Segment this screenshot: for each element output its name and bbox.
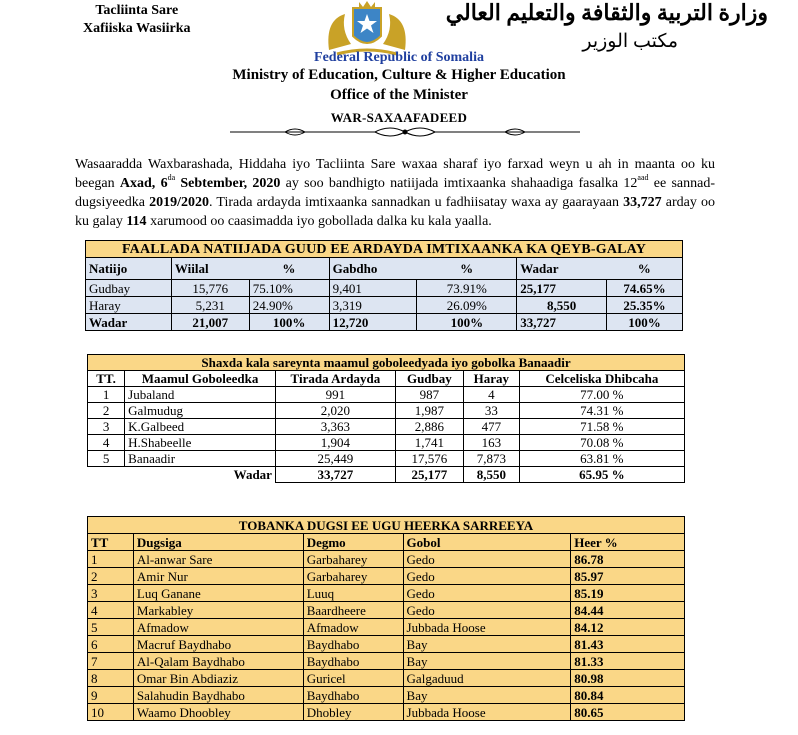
table2-cell: Banaadir xyxy=(125,451,276,467)
table3-cell: Garbaharey xyxy=(303,551,403,568)
table2-cell: 74.31 % xyxy=(519,403,684,419)
table1-cell: 100% xyxy=(249,314,329,331)
table2-cell: 163 xyxy=(463,435,519,451)
office-title: Office of the Minister xyxy=(330,87,468,103)
table2-cell: 7,873 xyxy=(463,451,519,467)
table1-header: % xyxy=(249,258,329,280)
table-row xyxy=(88,687,685,704)
table2-cell: 33,727 xyxy=(275,467,395,483)
table3-title: TOBANKA DUGSI EE UGU HEERKA SARREEYA xyxy=(88,517,685,534)
table3-cell: 80.84 xyxy=(571,687,685,704)
para-text-3: ee sannad-dugsiyeedka xyxy=(75,176,716,210)
table3-cell: 85.97 xyxy=(571,568,685,585)
intro-paragraph xyxy=(75,155,715,231)
table1-cell: 5,231 xyxy=(171,297,249,314)
table2-header: TT. xyxy=(88,371,125,387)
table3-cell: Gedo xyxy=(403,568,571,585)
table-row xyxy=(86,297,683,314)
table3-cell: Galgaduud xyxy=(403,670,571,687)
table3-cell: 5 xyxy=(88,619,134,636)
table1-cell: 12,720 xyxy=(329,314,417,331)
table2-cell: K.Galbeed xyxy=(125,419,276,435)
table-row xyxy=(88,636,685,653)
table-row xyxy=(88,653,685,670)
table3-cell: 2 xyxy=(88,568,134,585)
table1-header: Wadar xyxy=(517,258,607,280)
table2-cell: 5 xyxy=(88,451,125,467)
table1-cell: 74.65% xyxy=(607,280,683,297)
table3-header: Degmo xyxy=(303,534,403,551)
table3-cell: Waamo Dhoobley xyxy=(133,704,303,721)
header-arabic-office: مكتب الوزير xyxy=(582,31,678,52)
para-date-rest: Sebtember, 2020 xyxy=(175,176,281,191)
table2-cell: 2 xyxy=(88,403,125,419)
table3-cell: 81.33 xyxy=(571,653,685,670)
header-left-line2: Xafiiska Wasiirka xyxy=(83,21,191,36)
table3-cell: Baardheere xyxy=(303,602,403,619)
table3-cell: 4 xyxy=(88,602,134,619)
table1-cell: 8,550 xyxy=(517,297,607,314)
table2-cell: 4 xyxy=(88,435,125,451)
ornament-divider-icon xyxy=(225,124,585,140)
para-year: 2019/2020 xyxy=(149,195,210,210)
table2-cell: 1,741 xyxy=(395,435,463,451)
table2-cell: 63.81 % xyxy=(519,451,684,467)
table3-cell: Al-anwar Sare xyxy=(133,551,303,568)
para-text-2: ay soo bandhigto natiijada imtixaanka shahaadiga fasalka 12 xyxy=(280,176,638,191)
table2-header: Celceliska Dhibcaha xyxy=(519,371,684,387)
table1-header: Gabdho xyxy=(329,258,417,280)
para-date: Axad, 6 xyxy=(119,176,168,191)
table1-cell: 75.10% xyxy=(249,280,329,297)
table3-cell: Bay xyxy=(403,636,571,653)
table3-cell: Gedo xyxy=(403,602,571,619)
para-text-1: Wasaaradda Waxbarashada, Hiddaha iyo Tacliinta Sare waxaa sharaf iyo farxad weyn u ah in maanta oo ku beegan xyxy=(75,157,715,191)
table1-cell: Gudbay xyxy=(86,280,172,297)
table3-cell: 81.43 xyxy=(571,636,685,653)
table3-header: TT xyxy=(88,534,134,551)
table3-cell: 86.78 xyxy=(571,551,685,568)
table-row xyxy=(88,387,685,403)
table3-cell: 85.19 xyxy=(571,585,685,602)
table2-cell: 25,449 xyxy=(275,451,395,467)
table2-cell: Jubaland xyxy=(125,387,276,403)
table3-cell: Afmadow xyxy=(133,619,303,636)
table-row xyxy=(88,585,685,602)
table-row xyxy=(86,280,683,297)
table3-cell: 10 xyxy=(88,704,134,721)
table1-cell: 100% xyxy=(417,314,517,331)
table-row xyxy=(88,619,685,636)
table2-cell: 1,987 xyxy=(395,403,463,419)
table1-header: Wiilal xyxy=(171,258,249,280)
table2-cell: 991 xyxy=(275,387,395,403)
table1-header: % xyxy=(607,258,683,280)
table2-cell: 4 xyxy=(463,387,519,403)
table3-cell: Guricel xyxy=(303,670,403,687)
table1-cell: 3,319 xyxy=(329,297,417,314)
para-text-5: arday oo ku galay xyxy=(75,195,715,229)
para-count: 33,727 xyxy=(623,195,662,210)
table2-cell: 1 xyxy=(88,387,125,403)
table3-cell: Baydhabo xyxy=(303,653,403,670)
header-left-line1: Tacliinta Sare xyxy=(95,3,179,18)
table1-cell: 26.09% xyxy=(417,297,517,314)
table3-cell: Garbaharey xyxy=(303,568,403,585)
table2-header: Haray xyxy=(463,371,519,387)
table-row xyxy=(88,419,685,435)
table2-cell: Galmudug xyxy=(125,403,276,419)
table3-cell: Jubbada Hoose xyxy=(403,619,571,636)
para-text-4: . Tirada ardayda imtixaanka sannadkan u fadhiisatay waxa ay gaarayaan xyxy=(209,195,624,210)
table2-cell: 70.08 % xyxy=(519,435,684,451)
table3-cell: 6 xyxy=(88,636,134,653)
table2-cell: 33 xyxy=(463,403,519,419)
top-schools-table xyxy=(87,516,685,721)
table3-cell: Dhobley xyxy=(303,704,403,721)
table-row xyxy=(86,314,683,331)
table3-cell: Baydhabo xyxy=(303,687,403,704)
table3-cell: Markabley xyxy=(133,602,303,619)
table1-title: FAALLADA NATIIJADA GUUD EE ARDAYDA IMTIXAANKA KA QEYB-GALAY xyxy=(86,241,683,258)
table3-cell: Bay xyxy=(403,687,571,704)
regional-ranking-table xyxy=(87,354,685,483)
table3-cell: Bay xyxy=(403,653,571,670)
table3-cell: Gedo xyxy=(403,551,571,568)
table3-cell: 84.12 xyxy=(571,619,685,636)
table1-header: Natiijo xyxy=(86,258,172,280)
table2-cell: 987 xyxy=(395,387,463,403)
table3-cell: 80.65 xyxy=(571,704,685,721)
table-row xyxy=(88,670,685,687)
table2-header: Tirada Ardayda xyxy=(275,371,395,387)
table2-cell: 8,550 xyxy=(463,467,519,483)
table1-cell: 100% xyxy=(607,314,683,331)
para-schools: 114 xyxy=(126,214,147,229)
table-row xyxy=(88,602,685,619)
table1-cell: 21,007 xyxy=(171,314,249,331)
table3-cell: 80.98 xyxy=(571,670,685,687)
table2-total-label: Wadar xyxy=(88,467,276,483)
table3-cell: Baydhabo xyxy=(303,636,403,653)
table-row-total xyxy=(88,467,685,483)
table2-cell: 2,020 xyxy=(275,403,395,419)
table3-cell: Macruf Baydhabo xyxy=(133,636,303,653)
table1-cell: 15,776 xyxy=(171,280,249,297)
table2-cell: 65.95 % xyxy=(519,467,684,483)
table-row xyxy=(88,551,685,568)
ministry-title: Ministry of Education, Culture & Higher Education xyxy=(232,67,566,83)
table2-cell: 17,576 xyxy=(395,451,463,467)
table3-cell: Omar Bin Abdiaziz xyxy=(133,670,303,687)
para-date-sup: da xyxy=(167,173,176,182)
table2-cell: 477 xyxy=(463,419,519,435)
table2-header: Gudbay xyxy=(395,371,463,387)
header-left xyxy=(83,2,191,38)
table2-cell: 77.00 % xyxy=(519,387,684,403)
table2-cell: H.Shabeelle xyxy=(125,435,276,451)
table3-cell: Salahudin Baydhabo xyxy=(133,687,303,704)
table1-header: % xyxy=(417,258,517,280)
federal-republic-title: Federal Republic of Somalia xyxy=(314,50,484,65)
table2-cell: 71.58 % xyxy=(519,419,684,435)
table3-cell: 1 xyxy=(88,551,134,568)
table1-cell: Wadar xyxy=(86,314,172,331)
table3-cell: Jubbada Hoose xyxy=(403,704,571,721)
table1-cell: 25,177 xyxy=(517,280,607,297)
table3-cell: Luq Ganane xyxy=(133,585,303,602)
table1-cell: 73.91% xyxy=(417,280,517,297)
table3-header: Heer % xyxy=(571,534,685,551)
table1-cell: 25.35% xyxy=(607,297,683,314)
table2-cell: 3 xyxy=(88,419,125,435)
table3-header: Gobol xyxy=(403,534,571,551)
table3-cell: 9 xyxy=(88,687,134,704)
para-grade-sup: aad xyxy=(637,173,649,182)
press-release-title: WAR-SAXAAFADEED xyxy=(330,110,468,125)
para-text-6: xarumood oo caasimadda iyo gobollada dalka ku kala yaalla. xyxy=(146,214,492,229)
table2-cell: 2,886 xyxy=(395,419,463,435)
table3-header: Dugsiga xyxy=(133,534,303,551)
table-row xyxy=(88,568,685,585)
table3-cell: 7 xyxy=(88,653,134,670)
table1-cell: Haray xyxy=(86,297,172,314)
overall-results-table xyxy=(85,240,683,331)
table3-cell: 84.44 xyxy=(571,602,685,619)
table-row xyxy=(88,704,685,721)
table3-cell: Gedo xyxy=(403,585,571,602)
table2-cell: 25,177 xyxy=(395,467,463,483)
table3-cell: Luuq xyxy=(303,585,403,602)
header-arabic-ministry: وزارة التربية والثقافة والتعليم العالي xyxy=(445,0,768,25)
table1-cell: 33,727 xyxy=(517,314,607,331)
table2-cell: 1,904 xyxy=(275,435,395,451)
table-row xyxy=(88,403,685,419)
table3-cell: Al-Qalam Baydhabo xyxy=(133,653,303,670)
table3-cell: Afmadow xyxy=(303,619,403,636)
table-row xyxy=(88,451,685,467)
table-row xyxy=(88,435,685,451)
table3-cell: Amir Nur xyxy=(133,568,303,585)
table2-header: Maamul Goboleedka xyxy=(125,371,276,387)
table2-cell: 3,363 xyxy=(275,419,395,435)
table2-title: Shaxda kala sareynta maamul goboleedyada iyo gobolka Banaadir xyxy=(88,355,685,371)
table3-cell: 3 xyxy=(88,585,134,602)
table1-cell: 9,401 xyxy=(329,280,417,297)
table3-cell: 8 xyxy=(88,670,134,687)
table1-cell: 24.90% xyxy=(249,297,329,314)
